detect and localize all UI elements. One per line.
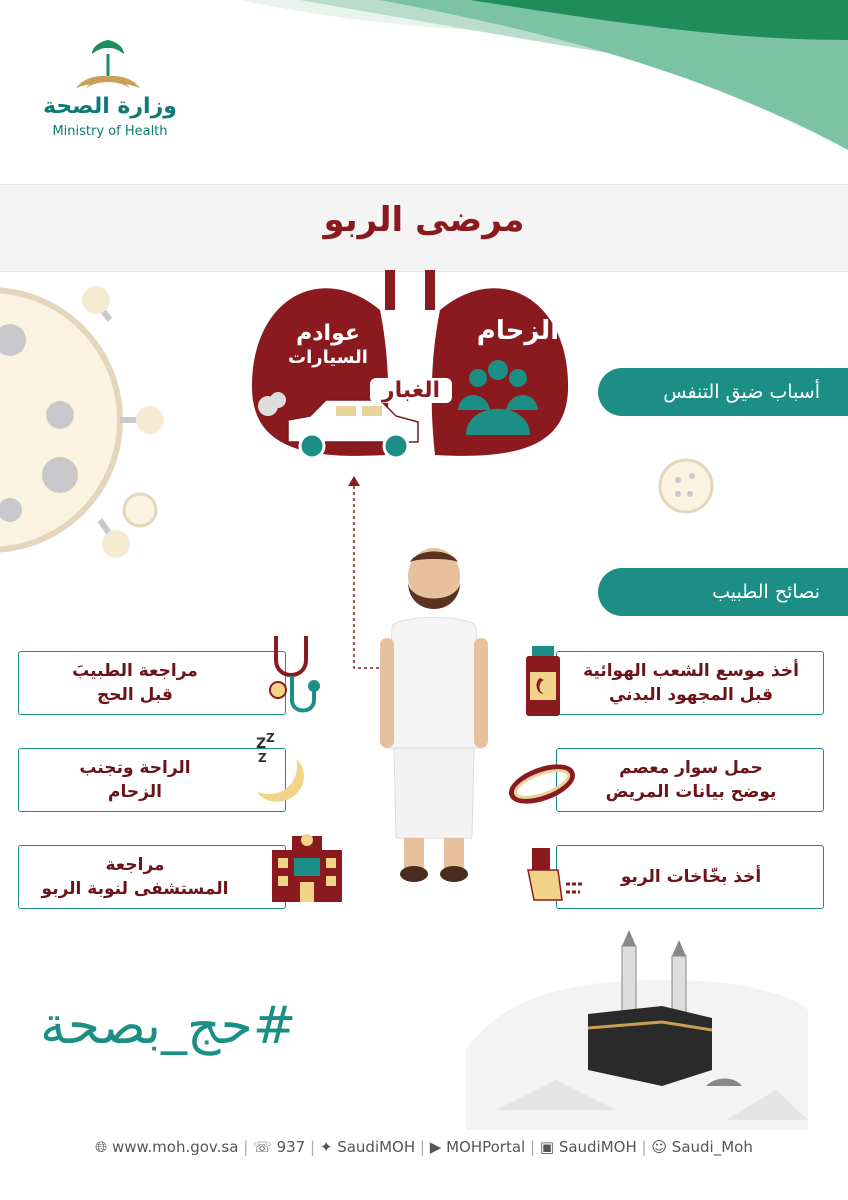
page-title: مرضى الربو xyxy=(323,200,525,240)
footer-facebook[interactable] xyxy=(540,1138,637,1156)
footer-youtube-text: MOHPortal xyxy=(446,1138,526,1156)
advice-bronchodilator-line2: قبل المجهود البدني xyxy=(608,685,774,705)
globe-icon: 🌐︎ xyxy=(95,1138,108,1156)
footer-divider: | xyxy=(530,1138,536,1156)
small-virus-icon xyxy=(650,450,722,522)
moon-sleep-icon xyxy=(248,730,318,810)
footer-youtube[interactable] xyxy=(430,1138,525,1156)
footer-divider: | xyxy=(641,1138,647,1156)
advice-section-pill: نصائح الطبيب xyxy=(598,568,848,616)
causes-section-pill: أسباب ضيق التنفس xyxy=(598,368,848,416)
svg-text:Z: Z xyxy=(256,736,267,752)
cause-exhaust-line1: عوادم xyxy=(296,321,360,346)
logo-arabic-text: وزارة الصحة xyxy=(43,94,177,119)
footer-phone[interactable] xyxy=(253,1138,305,1156)
advice-doctor-visit-text xyxy=(30,659,240,707)
pilgrim-illustration xyxy=(378,548,490,886)
advice-bracelet-line2: يوضح بيانات المريض xyxy=(605,782,777,802)
advice-rest-text xyxy=(30,756,240,804)
cause-crowd-label: الزحام xyxy=(476,316,560,346)
advice-hospital-line2: المستشفى لنوبة الربو xyxy=(41,879,229,899)
footer-divider: | xyxy=(243,1138,249,1156)
footer-website[interactable] xyxy=(95,1138,238,1156)
advice-doctor-visit-line1: مراجعة الطبيبَ xyxy=(72,661,198,681)
footer-contacts xyxy=(0,1138,848,1168)
medicine-bottle-icon xyxy=(522,646,564,718)
youtube-icon: ▶ xyxy=(429,1138,442,1156)
advice-bracelet-line1: حمل سوار معصم xyxy=(619,758,763,778)
svg-text:Z: Z xyxy=(266,731,275,745)
footer-website-text: www.moh.gov.sa xyxy=(111,1138,239,1156)
twitter-icon: ✦ xyxy=(319,1138,333,1156)
advice-rest-line1: الراحة وتجنب xyxy=(79,758,191,778)
advice-bronchodilator-text xyxy=(566,659,816,707)
advice-doctor-visit-line2: قبل الحج xyxy=(97,685,173,705)
bracelet-icon xyxy=(506,760,578,808)
footer-snapchat[interactable] xyxy=(651,1138,752,1156)
advice-bronchodilator-line1: أخذ موسع الشعب الهوائية xyxy=(583,661,799,681)
advice-hospital-line1: مراجعة xyxy=(105,855,165,875)
inhaler-icon xyxy=(522,846,590,904)
snapchat-icon: ☺ xyxy=(651,1138,668,1156)
facebook-icon: ▣ xyxy=(539,1138,555,1156)
kaaba-sketch-illustration xyxy=(466,930,808,1130)
footer-twitter-text: SaudiMOH xyxy=(337,1138,416,1156)
footer-divider: | xyxy=(419,1138,425,1156)
advice-hospital-text xyxy=(30,853,240,901)
advice-bracelet-text xyxy=(566,756,816,804)
advice-inhaler-text xyxy=(566,865,816,889)
footer-snapchat-text: Saudi_Moh xyxy=(671,1138,753,1156)
cause-dust-label: الغبار xyxy=(370,378,452,403)
advice-rest-line2: الزحام xyxy=(108,782,162,802)
stethoscope-icon xyxy=(262,630,322,720)
hospital-icon xyxy=(266,826,348,906)
hashtag-text: #حج_بصحة xyxy=(40,996,297,1056)
footer-facebook-text: SaudiMOH xyxy=(558,1138,637,1156)
footer-phone-text: 937 xyxy=(276,1138,306,1156)
logo-english-text: Ministry of Health xyxy=(52,124,168,139)
footer-twitter[interactable] xyxy=(320,1138,415,1156)
svg-text:Z: Z xyxy=(258,751,267,765)
cause-exhaust-label xyxy=(278,322,378,370)
virus-illustration xyxy=(0,280,180,580)
phone-icon: ☏ xyxy=(253,1138,272,1156)
lungs-illustration xyxy=(240,270,580,470)
footer-divider: | xyxy=(310,1138,316,1156)
advice-inhaler-line1: أخذ بخّاخات الربو xyxy=(620,867,762,887)
cause-exhaust-line2: السيارات xyxy=(288,347,368,368)
